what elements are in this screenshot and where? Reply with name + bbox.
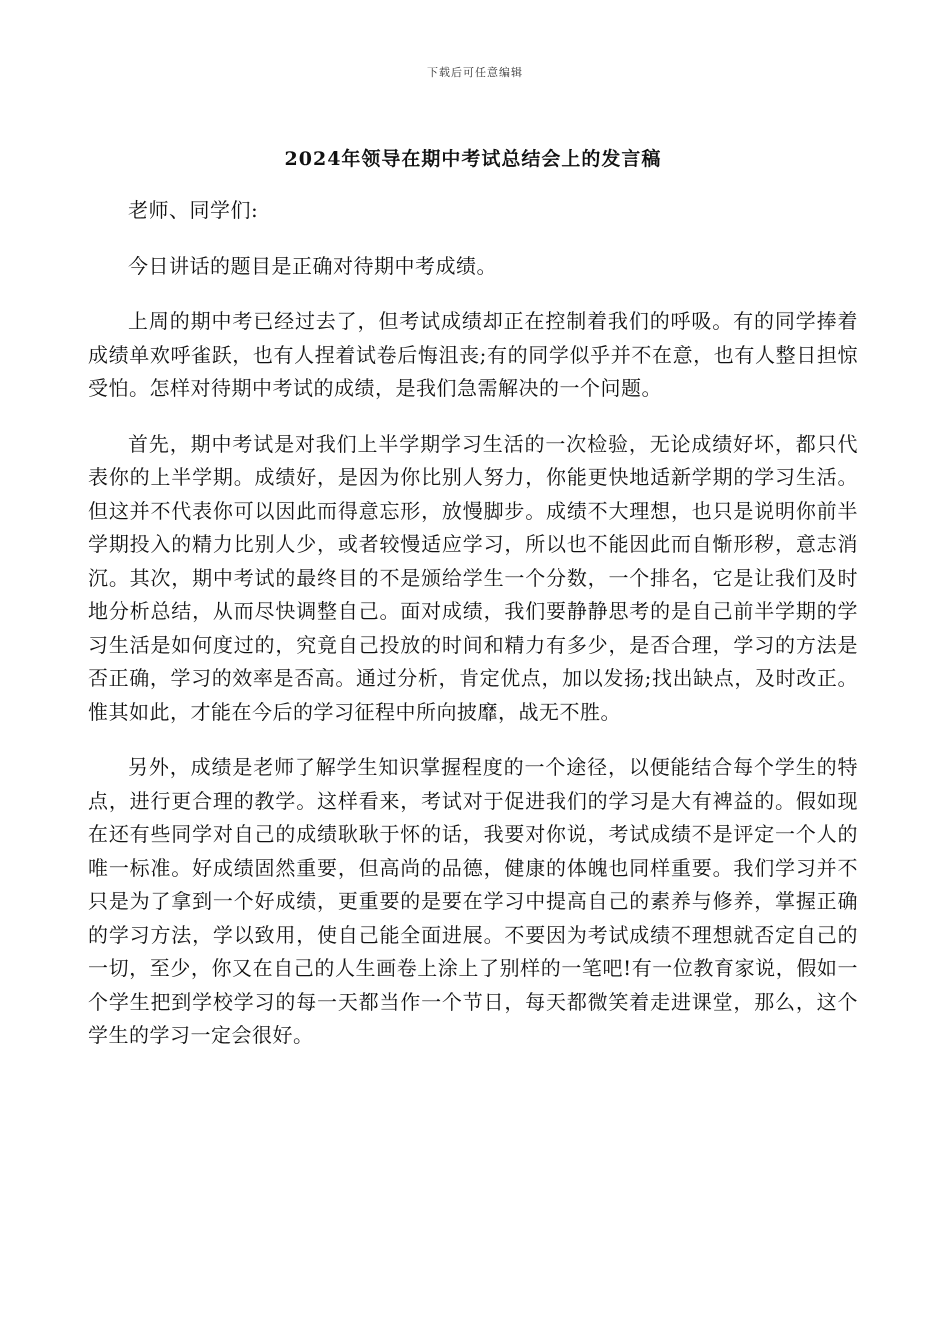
paragraph-intro: 上周的期中考已经过去了，但考试成绩却正在控制着我们的呼吸。有的同学捧着成绩单欢呼雀跃，也有人捏着试卷后悔沮丧;有的同学似乎并不在意，也有人整日担惊受怕。怎样对待期中考试的成绩，是我们急需解决的一个问题。	[88, 309, 858, 400]
paragraph-topic: 今日讲话的题目是正确对待期中考成绩。	[128, 253, 497, 278]
paragraph-first-point: 首先，期中考试是对我们上半学期学习生活的一次检验，无论成绩好坏，都只代表你的上半学期。成绩好，是因为你比别人努力，你能更快地适新学期的学习生活。但这并不代表你可以因此而得意忘形，放慢脚步。成绩不大理想，也只是说明你前半学期投入的精力比别人少，或者较慢适应学习，所以也不能因此而自惭形秽，意志消沉。其次，期中考试的最终目的不是颁给学生一个分数，一个排名，它是让我们及时地分析总结，从而尽快调整自己。面对成绩，我们要静静思考的是自己前半学期的学习生活是如何度过的，究竟自己投放的时间和精力有多少，是否合理，学习的方法是否正确，学习的效率是否高。通过分析，肯定优点，加以发扬;找出缺点，及时改正。惟其如此，才能在今后的学习征程中所向披靡，战无不胜。	[88, 431, 858, 724]
paragraph-second-point: 另外，成绩是老师了解学生知识掌握程度的一个途径，以便能结合每个学生的特点，进行更合理的教学。这样看来，考试对于促进我们的学习是大有裨益的。假如现在还有些同学对自己的成绩耿耿于怀的话，我要对你说，考试成绩不是评定一个人的唯一标准。好成绩固然重要，但高尚的品德，健康的体魄也同样重要。我们学习并不只是为了拿到一个好成绩，更重要的是要在学习中提高自己的素养与修养，掌握正确的学习方法，学以致用，使自己能全面进展。不要因为考试成绩不理想就否定自己的一切，至少，你又在自己的人生画卷上涂上了别样的一笔吧!有一位教育家说，假如一个学生把到学校学习的每一天都当作一个节日，每天都微笑着走进课堂，那么，这个学生的学习一定会很好。	[88, 755, 858, 1047]
document-title: 2024年领导在期中考试总结会上的发言稿	[284, 148, 662, 170]
greeting: 老师、同学们:	[128, 198, 259, 222]
document-body	[88, 172, 858, 1053]
header-note: 下载后可任意编辑	[427, 66, 523, 79]
